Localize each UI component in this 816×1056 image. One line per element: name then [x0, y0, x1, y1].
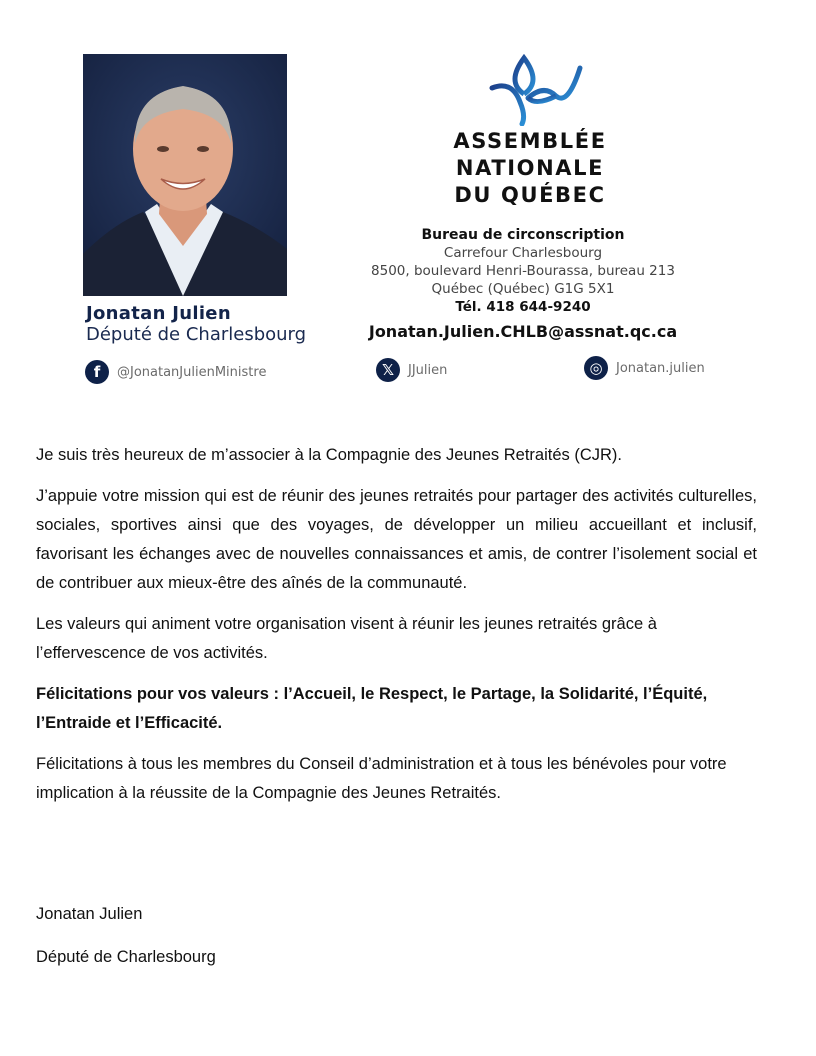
office-line-3: Québec (Québec) G1G 5X1 [431, 281, 615, 297]
organization-line-3: DU QUÉBEC [454, 183, 606, 207]
social-instagram[interactable] [584, 356, 705, 380]
office-address-block [356, 226, 690, 344]
paragraph-congratulations-values: Félicitations pour vos valeurs : l’Accueil, le Respect, le Partage, la Solidarité, l’Équité, l’Entraide et l’Efficacité. [36, 685, 708, 732]
deputy-name: Jonatan Julien [86, 303, 231, 324]
office-title: Bureau de circonscription [421, 227, 625, 243]
organization-name [440, 128, 620, 209]
x-twitter-icon: 𝕏 [376, 358, 400, 382]
office-line-2: 8500, boulevard Henri-Bourassa, bureau 213 [371, 263, 675, 279]
instagram-handle[interactable]: Jonatan.julien [616, 360, 705, 376]
organization-line-2: NATIONALE [455, 156, 605, 180]
instagram-icon: ◎ [584, 356, 608, 380]
social-facebook[interactable] [85, 360, 266, 384]
office-phone[interactable]: Tél. 418 644-9240 [455, 299, 591, 315]
organization-line-1: ASSEMBLÉE [453, 129, 607, 153]
paragraph-mission: J’appuie votre mission qui est de réunir des jeunes retraités pour partager des activités culturelles, sociales, sportives ainsi que des voyages, de développer un milieu accueillant et inclusif, favorisant les échanges avec de nouvelles connaissances et amis, de contrer l’isolement social et de contribuer aux mieux-être des aînés de la communauté. [36, 487, 757, 592]
signature-title: Député de Charlesbourg [36, 948, 216, 966]
paragraph-values: Les valeurs qui animent votre organisation visent à réunir les jeunes retraités grâce à l’effervescence de vos activités. [36, 615, 657, 662]
signature-name: Jonatan Julien [36, 905, 143, 923]
paragraph-congratulations-board: Félicitations à tous les membres du Conseil d’administration et à tous les bénévoles pour votre implication à la réussite de la Compagnie des Jeunes Retraités. [36, 755, 727, 802]
paragraph-intro: Je suis très heureux de m’associer à la Compagnie des Jeunes Retraités (CJR). [36, 446, 623, 464]
portrait-illustration [83, 54, 287, 296]
facebook-handle[interactable]: @JonatanJulienMinistre [117, 364, 267, 380]
facebook-icon: f [85, 360, 109, 384]
portrait-photo [83, 54, 287, 296]
office-line-1: Carrefour Charlesbourg [443, 245, 603, 261]
deputy-name-block [86, 304, 306, 346]
office-email[interactable]: Jonatan.Julien.CHLB@assnat.qc.ca [368, 322, 678, 341]
social-x[interactable] [376, 358, 447, 382]
x-handle[interactable]: JJulien [408, 362, 448, 378]
fleur-de-lys-logo [484, 54, 584, 126]
deputy-title: Député de Charlesbourg [86, 324, 307, 345]
letter-body [36, 441, 757, 820]
